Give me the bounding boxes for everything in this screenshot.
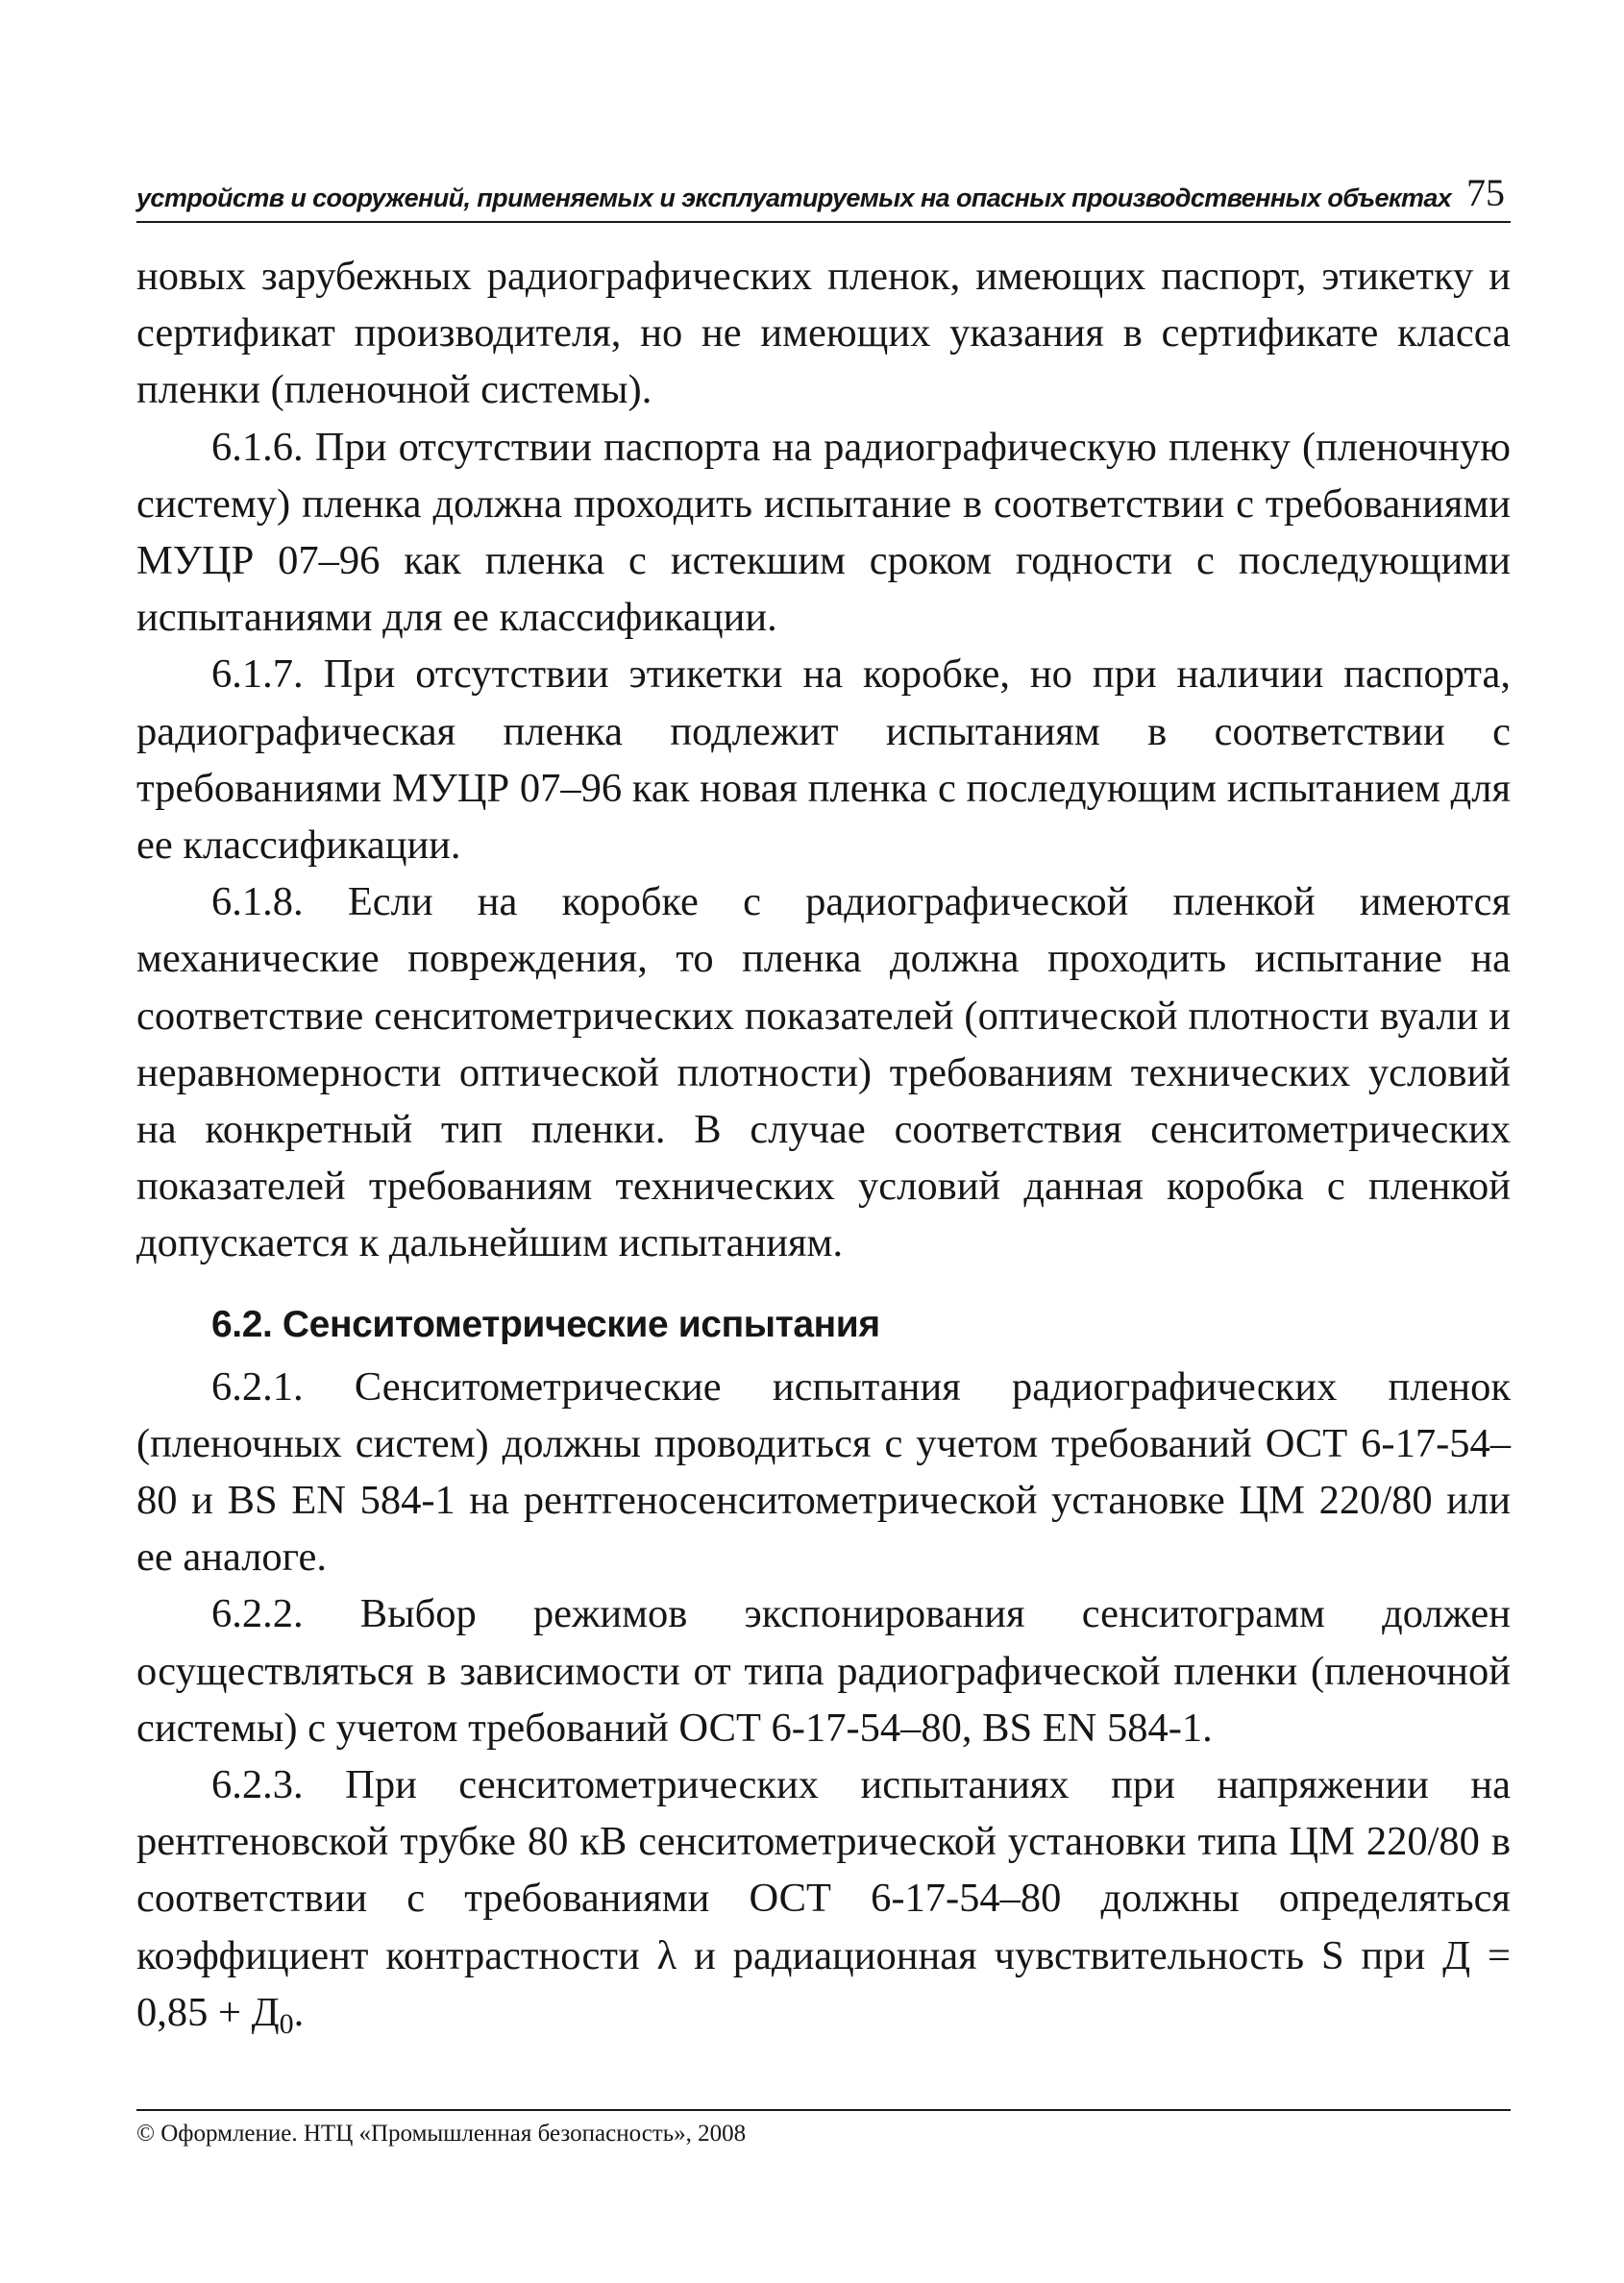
paragraph-6-2-2: 6.2.2. Выбор режимов экспонирования сенситограмм должен осуществляться в зависимости от типа радиографической пленки (пленочной системы) с учетом требований ОСТ 6-17-54–80, BS EN 584-1. [136,1591,1511,1751]
paragraph-6-2-3-end: . [293,1989,305,2035]
page-body [136,248,1511,2041]
paragraph-6-1-7: 6.1.7. При отсутствии этикетки на коробке, но при наличии паспорта, радиографическая пленка подлежит испытаниям в соответствии с требованиями МУЦР 07–96 как новая пленка с последующим испытанием для ее классификации. [136,651,1511,869]
page-footer [136,2109,1511,2148]
paragraph-6-1-8: 6.1.8. Если на коробке с радиографической пленкой имеются механические повреждения, то пленка должна проходить испытание на соответствие сенситометрических показателей (оптической плотности вуали и неравномерности оптической плотности) требованиям технических условий на конкретный тип пленки. В случае соответствия сенситометрических показателей требованиям технических условий данная коробка с пленкой допускается к дальнейшим испытаниям. [136,879,1511,1266]
copyright-notice: © Оформление. НТЦ «Промышленная безопасность», 2008 [136,2121,747,2147]
running-title: устройств и сооружений, применяемых и эксплуатируемых на опасных производственных объектах [136,184,1452,212]
document-page [136,144,1511,2200]
section-heading-6-2: 6.2. Сенситометрические испытания [211,1303,880,1345]
running-header [136,171,1511,223]
paragraph-6-1-6: 6.1.6. При отсутствии паспорта на радиографическую пленку (пленочную систему) пленка должна проходить испытание в соответствии с требованиями МУЦР 07–96 как пленка с истекшим сроком годности с последующими испытаниями для ее классификации. [136,424,1511,641]
subscript-zero: 0 [279,2007,294,2040]
paragraph-6-2-3-text: 6.2.3. При сенситометрических испытаниях при напряжении на рентгеновской трубке 80 кВ сенситометрической установки типа ЦМ 220/80 в соответствии с требованиями ОСТ 6-17-54–80 должны определяться коэффициент контрастности λ и радиационная чувствительность S при Д = 0,85 + Д [136,1762,1511,2035]
paragraph-continuation: новых зарубежных радиографических пленок, имеющих паспорт, этикетку и сертификат производителя, но не имеющих указания в сертификате класса пленки (пленочной системы). [136,254,1511,413]
page-number: 75 [1466,171,1505,214]
paragraph-6-2-3 [136,1756,1511,2041]
paragraph-6-2-1: 6.2.1. Сенситометрические испытания радиографических пленок (пленочных систем) должны проводиться с учетом требований ОСТ 6-17-54–80 и BS EN 584-1 на рентгеносенситометрической установке ЦМ 220/80 или ее аналоге. [136,1363,1511,1581]
